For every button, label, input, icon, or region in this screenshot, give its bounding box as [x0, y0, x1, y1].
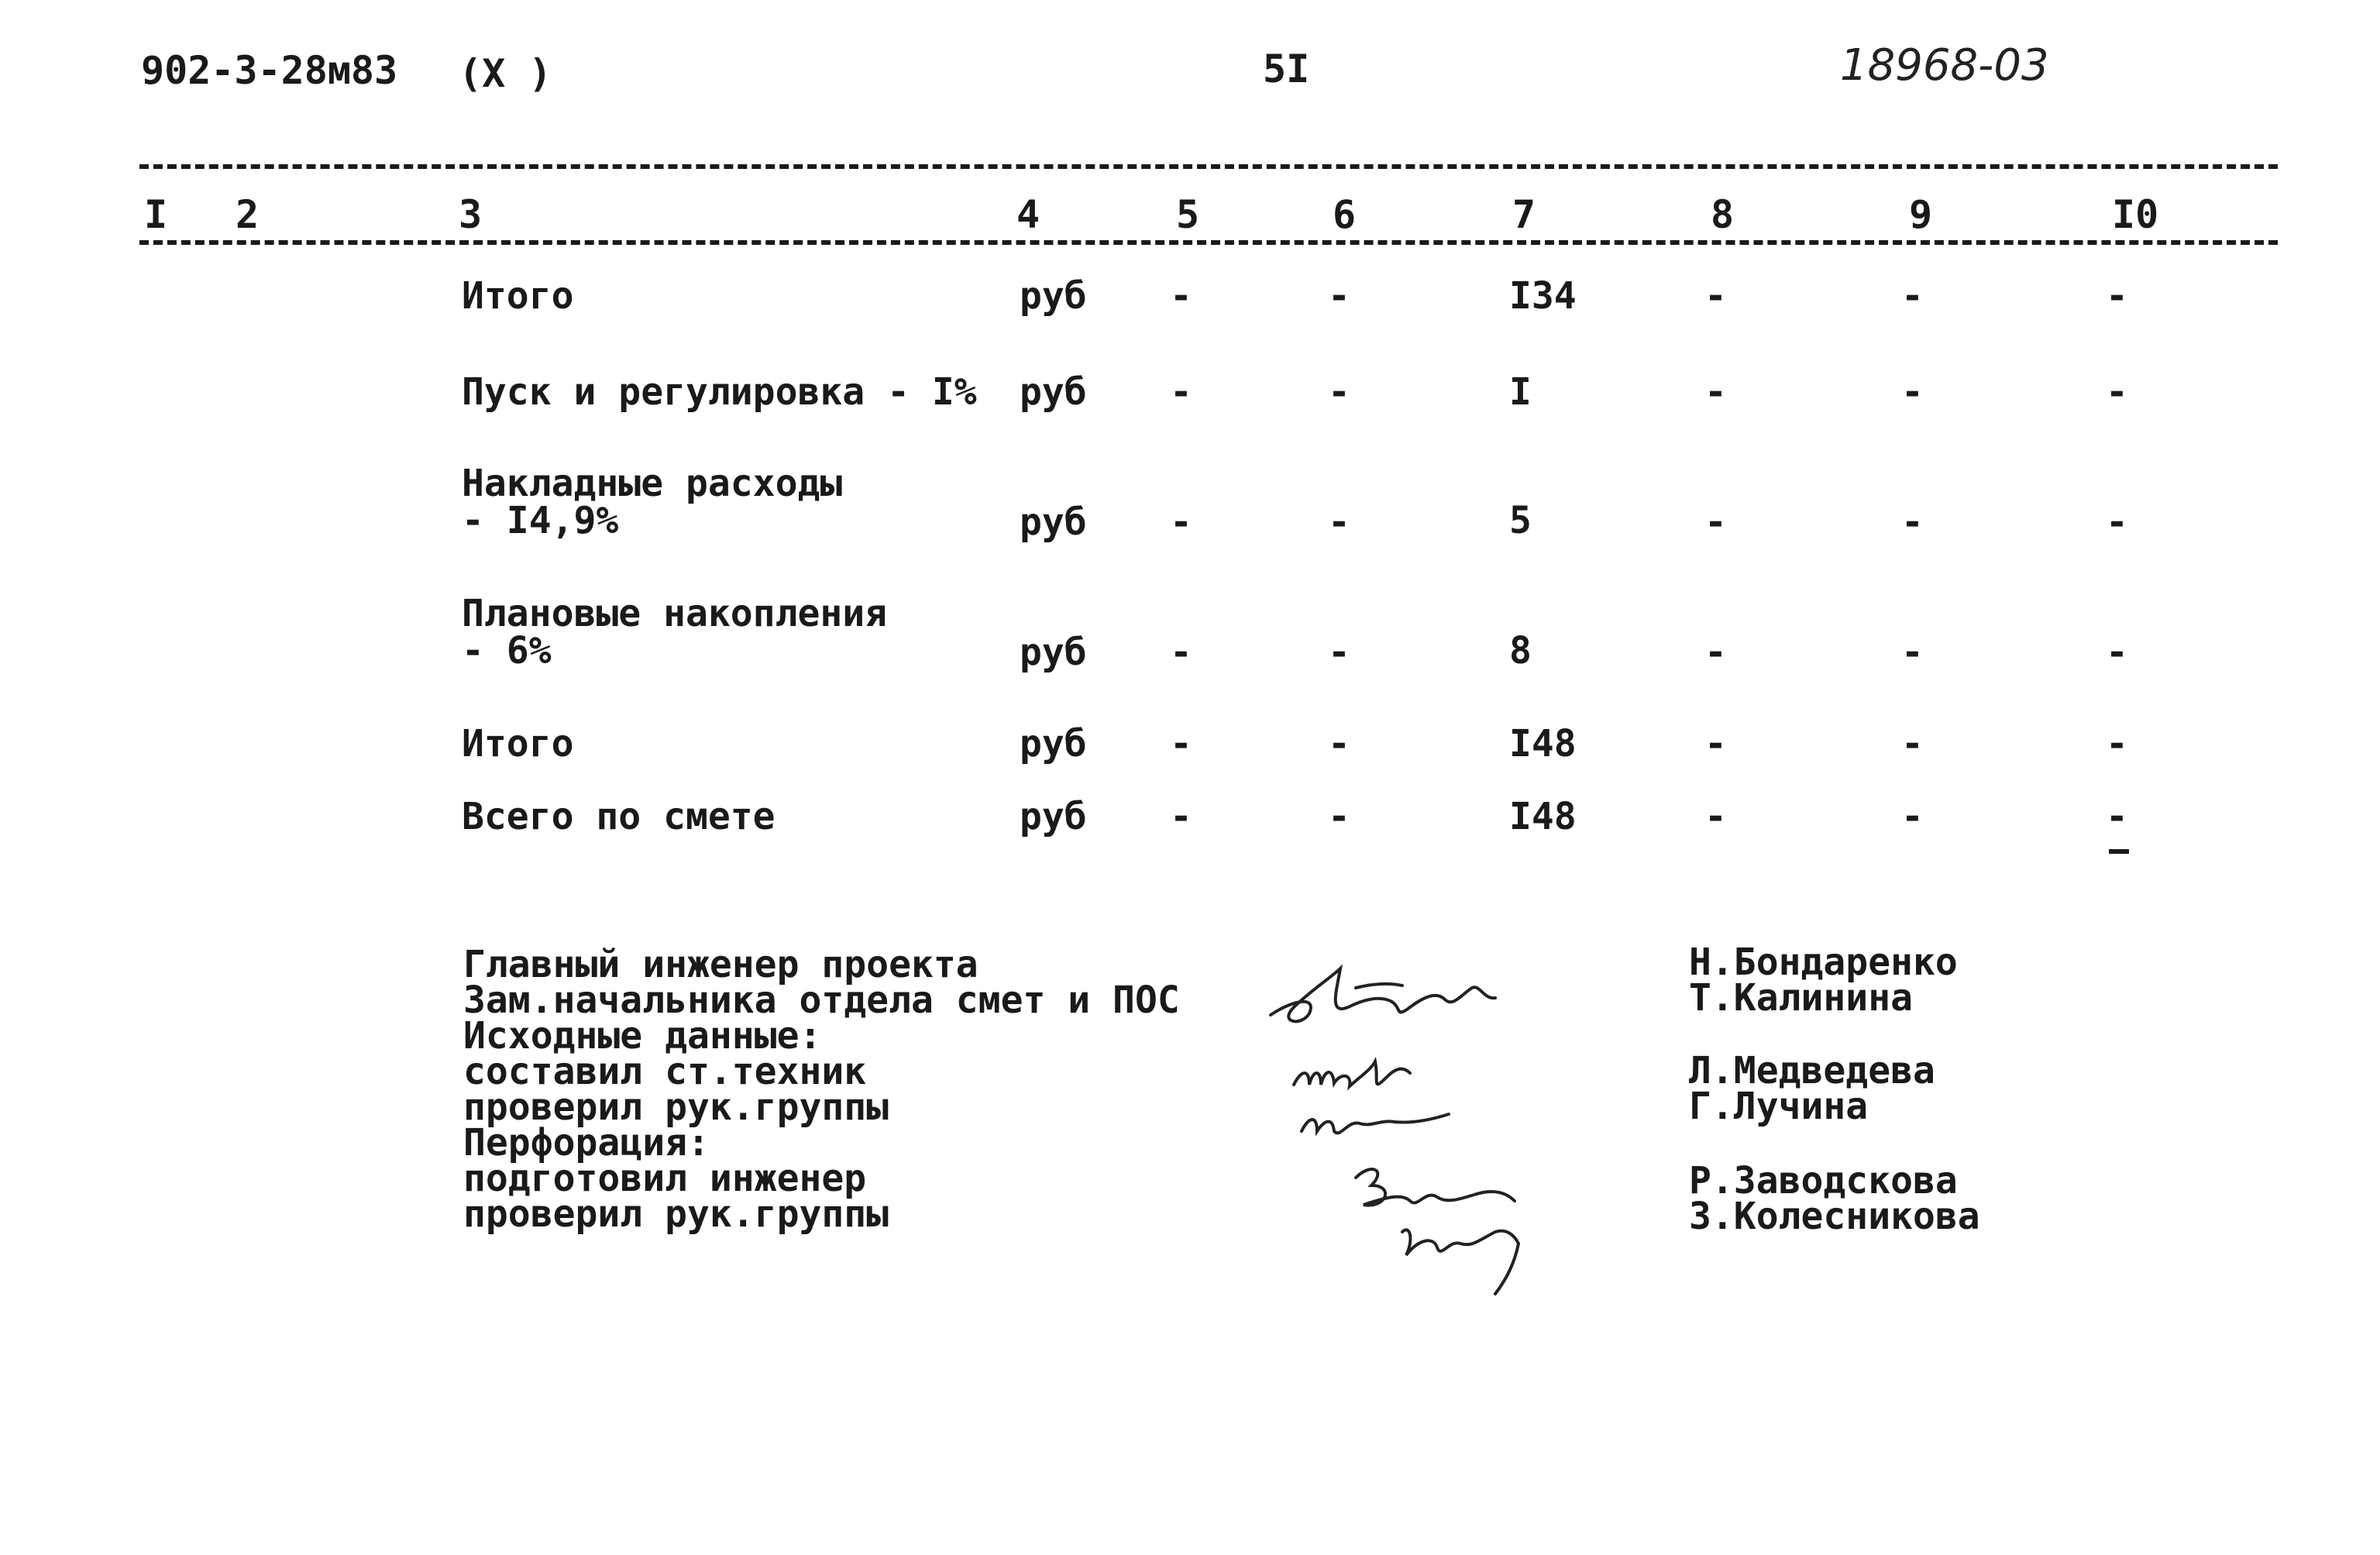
row-name: Плановые накопления [462, 592, 888, 635]
row-unit: руб [1020, 631, 1087, 674]
row-col6: - [1328, 370, 1350, 414]
column-number: 9 [1909, 192, 1933, 237]
row-col6: - [1328, 631, 1350, 674]
signature-label: проверил рук.группы [463, 1192, 889, 1236]
row-col9: - [1901, 274, 1924, 318]
row-col6: - [1328, 274, 1350, 318]
row-name: Итого [462, 274, 574, 318]
row-unit: руб [1020, 722, 1087, 765]
row-col5: - [1170, 274, 1192, 318]
signature-label: Исходные данные: [463, 1014, 822, 1058]
document-mark: (X ) [459, 51, 552, 96]
row-unit: руб [1020, 501, 1087, 544]
signatory-name: Л.Медведева [1689, 1049, 1935, 1092]
column-number: 5 [1176, 192, 1200, 237]
document-code: 902-3-28м83 [141, 48, 398, 93]
row-col7: I48 [1509, 722, 1577, 765]
column-number: I [144, 192, 168, 237]
row-col8: - [1704, 370, 1727, 414]
column-number: 3 [459, 192, 483, 237]
row-col5: - [1170, 631, 1192, 674]
row-col10: - [2106, 501, 2128, 544]
signatory-name: Т.Калинина [1689, 976, 1913, 1020]
column-number: 2 [236, 192, 260, 237]
column-number: I0 [2112, 192, 2159, 237]
row-name: Итого [462, 722, 574, 765]
column-number: 7 [1512, 192, 1536, 237]
row-unit: руб [1020, 370, 1087, 414]
signature-label: проверил рук.группы [463, 1085, 889, 1129]
signature-label: Зам.начальника отдела смет и ПОС [463, 979, 1180, 1022]
column-number: 8 [1711, 192, 1735, 237]
column-dashed-rule [139, 240, 2278, 245]
row-col6: - [1328, 722, 1350, 765]
top-dashed-rule [139, 164, 2278, 169]
row-col8: - [1704, 795, 1727, 838]
stray-dash-mark [2109, 849, 2129, 854]
row-col6: - [1328, 501, 1350, 544]
row-col7: I [1509, 370, 1532, 414]
row-name: Накладные расходы [462, 462, 843, 505]
row-col7: 5 [1509, 499, 1532, 542]
row-col8: - [1704, 722, 1727, 765]
row-col7: 8 [1509, 629, 1532, 673]
signature-label: Главный инженер проекта [463, 943, 978, 986]
row-col5: - [1170, 722, 1192, 765]
row-name: Всего по смете [462, 795, 776, 838]
signatory-name: Р.Заводскова [1689, 1159, 1958, 1202]
row-name: Пуск и регулировка - I% [462, 370, 977, 414]
row-col8: - [1704, 274, 1727, 318]
signature-medvedeva-luchina [1286, 1046, 1503, 1154]
row-col10: - [2106, 795, 2128, 838]
row-col9: - [1901, 795, 1924, 838]
signature-zavodskova-kolesnikova [1340, 1154, 1542, 1302]
signatory-name: Г.Лучина [1689, 1085, 1869, 1128]
row-col9: - [1901, 370, 1924, 414]
row-col5: - [1170, 795, 1192, 838]
row-col10: - [2106, 631, 2128, 674]
row-col10: - [2106, 274, 2128, 318]
row-unit: руб [1020, 274, 1087, 318]
signature-label: составил ст.техник [463, 1050, 867, 1093]
row-name-continuation: - I4,9% [462, 499, 619, 542]
row-col9: - [1901, 722, 1924, 765]
row-col9: - [1901, 631, 1924, 674]
column-number: 4 [1016, 192, 1040, 237]
row-col9: - [1901, 501, 1924, 544]
signature-label: Перфорация: [463, 1121, 710, 1165]
row-col10: - [2106, 370, 2128, 414]
row-name-continuation: - 6% [462, 629, 552, 673]
row-col5: - [1170, 501, 1192, 544]
signature-label: подготовил инженер [463, 1157, 867, 1200]
row-col8: - [1704, 631, 1727, 674]
document-number: 18968-03 [1840, 40, 2049, 91]
column-number: 6 [1333, 192, 1357, 237]
row-col6: - [1328, 795, 1350, 838]
page-number: 5I [1263, 46, 1310, 91]
row-col7: I48 [1509, 795, 1577, 838]
signatory-name: Н.Бондаренко [1689, 941, 1958, 984]
signatory-name: З.Колесникова [1689, 1195, 1980, 1238]
row-col10: - [2106, 722, 2128, 765]
signature-bondarenko [1263, 953, 1511, 1038]
row-col8: - [1704, 501, 1727, 544]
row-col7: I34 [1509, 274, 1577, 318]
row-unit: руб [1020, 795, 1087, 838]
row-col5: - [1170, 370, 1192, 414]
